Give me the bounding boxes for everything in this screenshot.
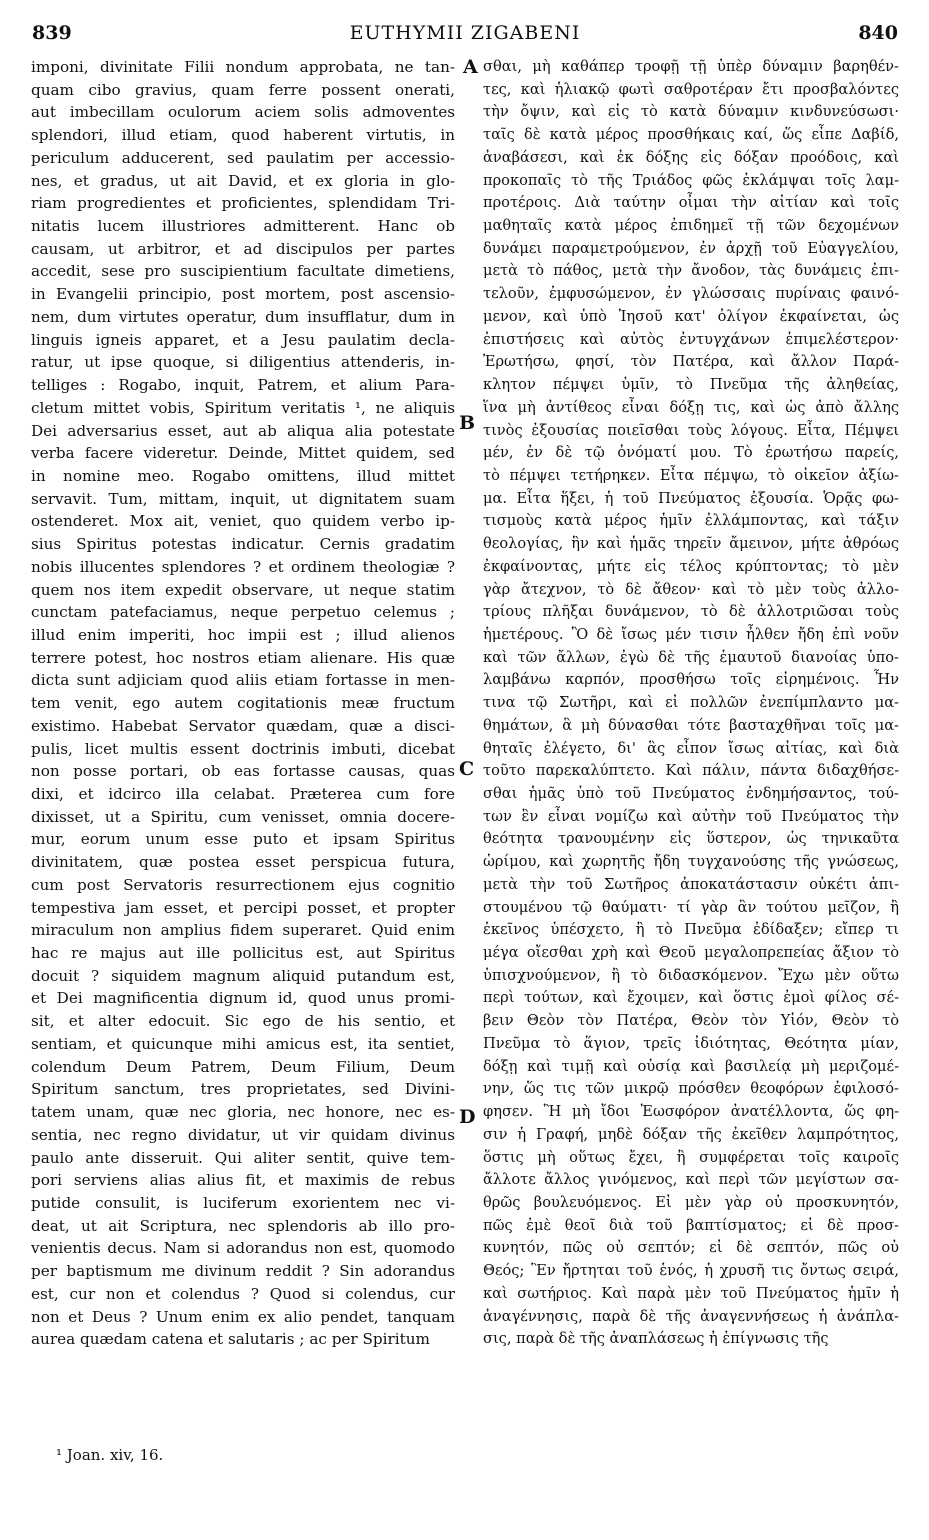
latin-text-line: nes, et gradus, ut ait David, et ex gloria in glo- [31,171,455,190]
latin-text-line: venientis decus. Nam si adorandus non est, quomodo [31,1239,455,1258]
latin-text-line: deat, ut ait Scriptura, nec splendoris ab illo pro- [31,1216,455,1235]
greek-text-line: θημάτων, ἃ μὴ δύνασθαι τότε βασταχθῆναι τοῖς μα- [483,716,899,734]
greek-text-line: τοῦτο παρεκαλύπτετο. Καὶ πάλιν, πάντα διδαχθήσε- [483,762,899,780]
latin-text-line: aurea quædam catena et salutaris ; ac per Spiritum [31,1330,430,1349]
greek-text-line: σθαι ἡμᾶς ὑπὸ τοῦ Πνεύματος ἐνδημήσαντος, τού- [483,785,899,802]
latin-text-line: colendum Deum Patrem, Deum Filium, Deum [31,1057,455,1076]
latin-text-line: terrere potest, hoc nostros etiam alienare. His quæ [31,648,455,667]
latin-text-line: paulo ante disseruit. Qui aliter sentit, quive tem- [31,1148,455,1167]
latin-text-line: dixi, et idcirco illa celabat. Præterea cum fore [31,785,455,803]
latin-text-line: dicta sunt adjiciam quod aliis etiam fortasse in men- [31,671,455,690]
latin-text-line: hac re majus aut ille pollicitus est, aut Spiritus [31,944,455,963]
section-marker-a: A [463,56,478,78]
latin-text-line: per baptismum me divinum reddit ? Sin adorandus [31,1262,455,1281]
greek-text-line: θηταῖς ἐλέγετο, δι' ἃς εἶπον ἴσως αἰτίας, καὶ διὰ [483,739,899,757]
greek-text-line: ἐκφαίνοντας, μήτε εἰς τέλος κρύπτοντας; τὸ μὲν [483,557,899,575]
latin-text-line: riam progredientes et proficientes, splendidam Tri- [31,194,455,213]
greek-text-line: ἵνα μὴ ἀντίθεος εἶναι δόξῃ τις, καὶ ὡς ἀπὸ ἄλλης [483,398,899,416]
latin-text-line: cletum mittet vobis, Spiritum veritatis ¹, ne aliquis [31,398,455,417]
greek-text-line: μέγα οἴεσθαι χρὴ καὶ Θεοῦ μεγαλοπρεπείας ἄξιον τὸ [483,944,899,962]
greek-text-line: θεότητα τρανουμένην εἰς ὕστερον, ὡς τηνικαῦτα [483,830,899,848]
greek-text-line: τρίους πλῆξαι δυνάμενον, τὸ δὲ ἀλλοτριῶσαι τοὺς [483,603,899,621]
latin-text-line: nitatis lucem illustriores admitterent. Hanc ob [31,217,455,236]
latin-text-line: verba facere videretur. Deinde, Mittet quidem, sed [31,444,455,463]
latin-text-line: telliges : Rogabo, inquit, Patrem, et alium Para- [31,376,455,395]
greek-text-line: των ἓν εἶναι νομίζω καὶ αὐτὴν τοῦ Πνεύματος τὴν [483,807,899,825]
greek-text-line: Ἐρωτήσω, φησί, τὸν Πατέρα, καὶ ἄλλον Παρά- [483,353,899,371]
greek-text-line: γὰρ ἄτεχνον, τὸ δὲ ἄθεον· καὶ τὸ μὲν τοὺς ἀλλο- [483,580,899,598]
greek-text-line: ἀναγέννησις, παρὰ δὲ τῆς ἀναγεννήσεως ἡ ἀνάπλα- [483,1307,899,1325]
greek-text-line: μενον, καὶ ὑπὸ Ἰησοῦ κατ' ὀλίγον ἐκφαίνεται, ὡς [483,307,899,325]
latin-text-line: imponi, divinitate Filii nondum approbata, ne tan- [31,58,455,76]
greek-text-line: σιν ἡ Γραφή, μηδὲ δόξαν τῆς ἐκεῖθεν λαμπρότητος, [483,1125,899,1143]
latin-text-line: tatem unam, quæ nec gloria, nec honore, nec es- [31,1103,455,1122]
latin-text-line: miraculum non amplius fidem superaret. Quid enim [31,921,455,940]
footnote: ¹ Joan. xiv, 16. [56,1446,164,1464]
section-marker-c: C [459,758,475,780]
latin-text-line: non et Deus ? Unum enim ex alio pendet, tanquam [31,1307,455,1326]
greek-text-line: πῶς ἐμὲ θεοῖ διὰ τοῦ βαπτίσματος; εἰ δὲ προσ- [483,1216,899,1234]
latin-text-line: nem, dum virtutes operatur, dum insufflatur, dum in [31,307,455,326]
running-title: EUTHYMII ZIGABENI [349,22,581,44]
greek-text-line: προκοπαῖς τὸ τῆς Τριάδος φῶς ἐκλάμψαι τοῖς λαμ- [483,171,899,189]
greek-text-line: καὶ σωτήριος. Καὶ παρὰ μὲν τοῦ Πνεύματος ἡμῖν ἡ [483,1284,899,1302]
latin-text-line: splendori, illud etiam, quod haberent virtutis, in [31,126,455,145]
latin-text-line: causam, ut arbitror, et ad discipulos per partes [31,239,455,258]
greek-text-line: τισμοὺς κατὰ μέρος ἡμῖν ἐλλάμποντας, καὶ τάξιν [483,512,899,530]
greek-text-line: λαμβάνω καρπόν, προσθήσω τοῖς εἰρημένοις. Ἦν [483,671,899,689]
latin-text-line: in Evangelii principio, post mortem, post ascensio- [31,285,455,304]
greek-text-line: ἀναβάσεσι, καὶ ἐκ δόξης εἰς δόξαν προόδοις, καὶ [483,148,899,166]
greek-text-line: τες, καὶ ἡλιακῷ φωτὶ σαθροτέραν ἔτι προσβαλόντες [483,80,899,98]
greek-text-line: φησεν. Ἢ μὴ ἴδοι Ἑωσφόρον ἀνατέλλοντα, ὥς φη- [483,1103,899,1121]
greek-text-line: σις, παρὰ δὲ τῆς ἀναπλάσεως ἡ ἐπίγνωσις τῆς [483,1330,829,1348]
greek-text-line: θρῶς βουλευόμενος. Εἰ μὲν γὰρ οὐ προσκυνητόν, [483,1193,899,1211]
greek-text-line: κλητον πέμψει ὑμῖν, τὸ Πνεῦμα τῆς ἀληθείας, [483,376,899,394]
latin-text-line: pori serviens alias alius fit, et maximis de rebus [31,1171,455,1190]
greek-text-line: μετὰ τὸ πάθος, μετὰ τὴν ἄνοδον, τὰς δυνάμεις ἐπι- [483,262,899,280]
latin-text-line: docuit ? siquidem magnum aliquid putandum est, [31,966,455,985]
greek-text-line: νην, ὥς τις τῶν μικρῷ πρόσθεν θεοφόρων ἐφιλοσό- [483,1080,899,1098]
latin-text-line: quem nos item expedit observare, ut neque statim [31,580,455,599]
greek-text-line: στουμένου τῷ θαύματι· τί γὰρ ἂν τούτου μεῖζον, ἢ [483,898,899,916]
greek-text-line: ὡρίμου, καὶ χωρητῆς ἤδη τυγχανούσης τῆς γνώσεως, [483,853,899,871]
latin-text-line: est, cur non et colendus ? Quod si colendus, cur [31,1284,455,1303]
section-marker-b: B [459,412,476,434]
latin-text-line: servavit. Tum, mittam, inquit, ut dignitatem suam [31,489,455,508]
greek-text-line: ὅστις μὴ οὕτως ἔχει, ἢ συμφέρεται τοῖς καιροῖς [483,1148,899,1166]
latin-text-line: putide consulit, is luciferum exorientem nec vi- [31,1193,455,1212]
page-header [32,22,898,48]
greek-text-line: κυνητόν, πῶς οὐ σεπτόν; εἰ δὲ σεπτόν, πῶς οὐ [483,1239,899,1257]
greek-text-line: σθαι, μὴ καθάπερ τροφῇ τῇ ὑπὲρ δύναμιν βαρηθέν- [483,58,899,75]
greek-text-line: δυνάμει παραμετρούμενον, ἐν ἀρχῇ τοῦ Εὐαγγελίου, [483,239,899,257]
greek-text-line: τελοῦν, ἐμφυσώμενον, ἐν γλώσσαις πυρίναις φαινό- [483,285,899,303]
greek-text-line: τινα τῷ Σωτῆρι, καὶ εἰ πολλῶν ἐνεπίμπλαντο μα- [483,694,899,712]
latin-text-line: mur, eorum unum esse puto et ipsam Spiritus [31,830,455,849]
latin-text-line: existimo. Habebat Servator quædam, quæ a disci- [31,716,455,735]
latin-text-line: illud enim imperiti, hoc impii est ; illud alienos [31,625,455,644]
latin-text-line: Spiritum sanctum, tres proprietates, sed Divini- [31,1080,455,1099]
greek-text-line: ἐπιστήσεις καὶ αὐτὸς ἐντυγχάνων ἐπιμελέστερον· [483,330,899,348]
greek-text-line: ἡμετέρους. Ὃ δὲ ἴσως μέν τισιν ἦλθεν ἤδη ἐπὶ νοῦν [483,625,899,643]
latin-text-line: accedit, sese pro suscipientium facultate dimetiens, [31,262,455,281]
latin-text-line: tem venit, ego autem cogitationis meæ fructum [31,694,455,713]
latin-text-line: nobis illucentes splendores ? et ordinem theologiæ ? [31,557,455,576]
latin-text-line: periculum adducerent, sed paulatim per accessio- [31,148,455,167]
latin-text-line: tempestiva jam esset, et percipi posset, et propter [31,898,455,917]
greek-text-line: ἄλλοτε ἄλλος γινόμενος, καὶ περὶ τῶν μεγίστων σα- [483,1171,899,1189]
greek-text-line: τινὸς ἐξουσίας ποιεῖσθαι τοὺς λόγους. Εἶτα, Πέμψει [483,421,899,439]
latin-text-line: divinitatem, quæ postea esset perspicua futura, [31,853,455,872]
greek-text-line: Θεός; Ἓν ἤρτηται τοῦ ἑνός, ἡ χρυσῆ τις ὄντως σειρά, [483,1262,899,1280]
greek-text-line: βειν Θεὸν τὸν Πατέρα, Θεὸν τὸν Υἱόν, Θεὸν τὸ [483,1012,899,1030]
greek-text-line: τὴν ὄψιν, καὶ εἰς τὸ κατὰ δύναμιν κινδυνεύσωσι· [483,103,899,121]
latin-text-line: non posse portari, ob eas fortasse causas, quas [31,762,455,781]
page-number-left: 839 [32,22,72,44]
greek-text-line: Πνεῦμα τὸ ἅγιον, τρεῖς ἰδιότητας, Θεότητα μίαν, [483,1034,899,1052]
greek-text-line: ταῖς δὲ κατὰ μέρος προσθήκαις καί, ὥς εἶπε Δαβίδ, [483,126,899,144]
latin-text-line: linguis igneis apparet, et a Jesu paulatim decla- [31,330,455,349]
latin-text-line: dixisset, ut a Spiritu, cum venisset, omnia docere- [31,807,455,826]
greek-text-line: μέν, ἐν δὲ τῷ ὀνόματί μου. Τὸ ἐρωτήσω παρείς, [483,444,899,462]
greek-column [483,56,899,1351]
greek-text-line: μετὰ τὴν τοῦ Σωτῆρος ἀποκατάστασιν οὐκέτι ἀπι- [483,875,899,893]
greek-text-line: περὶ τούτων, καὶ ἔχοιμεν, καὶ ὅστις ἐμοὶ φίλος σέ- [483,989,899,1007]
latin-text-line: in nomine meo. Rogabo omittens, illud mittet [31,466,455,485]
latin-text-line: ratur, ut ipse quoque, si diligentius attenderis, in- [31,353,455,372]
greek-text-line: προτέροις. Διὰ ταύτην οἶμαι τὴν αἰτίαν καὶ τοῖς [483,194,899,212]
greek-text-line: δόξῃ καὶ τιμῇ καὶ οὐσίᾳ καὶ βασιλείᾳ μὴ μεριζομέ- [483,1057,899,1075]
latin-text-line: Dei adversarius esset, aut ab aliqua alia potestate [31,421,455,440]
latin-text-line: sius Spiritus potestas indicatur. Cernis gradatim [31,535,455,554]
latin-text-line: et Dei magnificentia dignum id, quod unus promi- [31,989,455,1008]
greek-text-line: μα. Εἶτα ἥξει, ἡ τοῦ Πνεύματος ἐξουσία. Ὁρᾷς φω- [483,489,899,507]
greek-text-line: ὑπισχνούμενον, ἢ τὸ διδασκόμενον. Ἔχω μὲν οὕτω [483,966,899,984]
latin-text-line: ostenderet. Mox ait, veniet, quo quidem verbo ip- [31,512,455,531]
latin-text-line: pulis, licet multis essent doctrinis imbuti, dicebat [31,739,455,758]
page-number-right: 840 [858,22,898,44]
greek-text-line: ἐκεῖνος ὑπέσχετο, ἢ τὸ Πνεῦμα ἐδίδαξεν; εἴπερ τι [483,921,899,939]
greek-text-line: τὸ πέμψει τετήρηκεν. Εἶτα πέμψω, τὸ οἰκεῖον ἀξίω- [483,466,899,484]
greek-text-line: θεολογίας, ἣν καὶ ἡμᾶς τηρεῖν ἄμεινον, μήτε ἀθρόως [483,535,899,553]
latin-text-line: sentia, nec regno dividatur, ut vir quidam divinus [31,1125,455,1144]
latin-text-line: cum post Servatoris resurrectionem ejus cognitio [31,875,455,894]
latin-column [31,56,455,1351]
latin-text-line: quam cibo gravius, quam ferre possent onerati, [31,80,455,99]
greek-text-line: μαθηταῖς κατὰ μέρος ἐπιδημεῖ τῇ τῶν δεχομένων [483,217,899,235]
latin-text-line: sentiam, et quicunque mihi amicus est, ita sentiet, [31,1034,455,1053]
greek-text-line: καὶ τῶν ἄλλων, ἐγὼ δὲ τῆς ἐμαυτοῦ διανοίας ὑπο- [483,648,899,666]
latin-text-line: sit, et alter edocuit. Sic ego de his sentio, et [31,1012,455,1031]
latin-text-line: cunctam patefaciamus, neque perpetuo celemus ; [31,603,455,622]
latin-text-line: aut imbecillam oculorum aciem solis admoventes [31,103,455,122]
section-marker-d: D [459,1106,476,1128]
